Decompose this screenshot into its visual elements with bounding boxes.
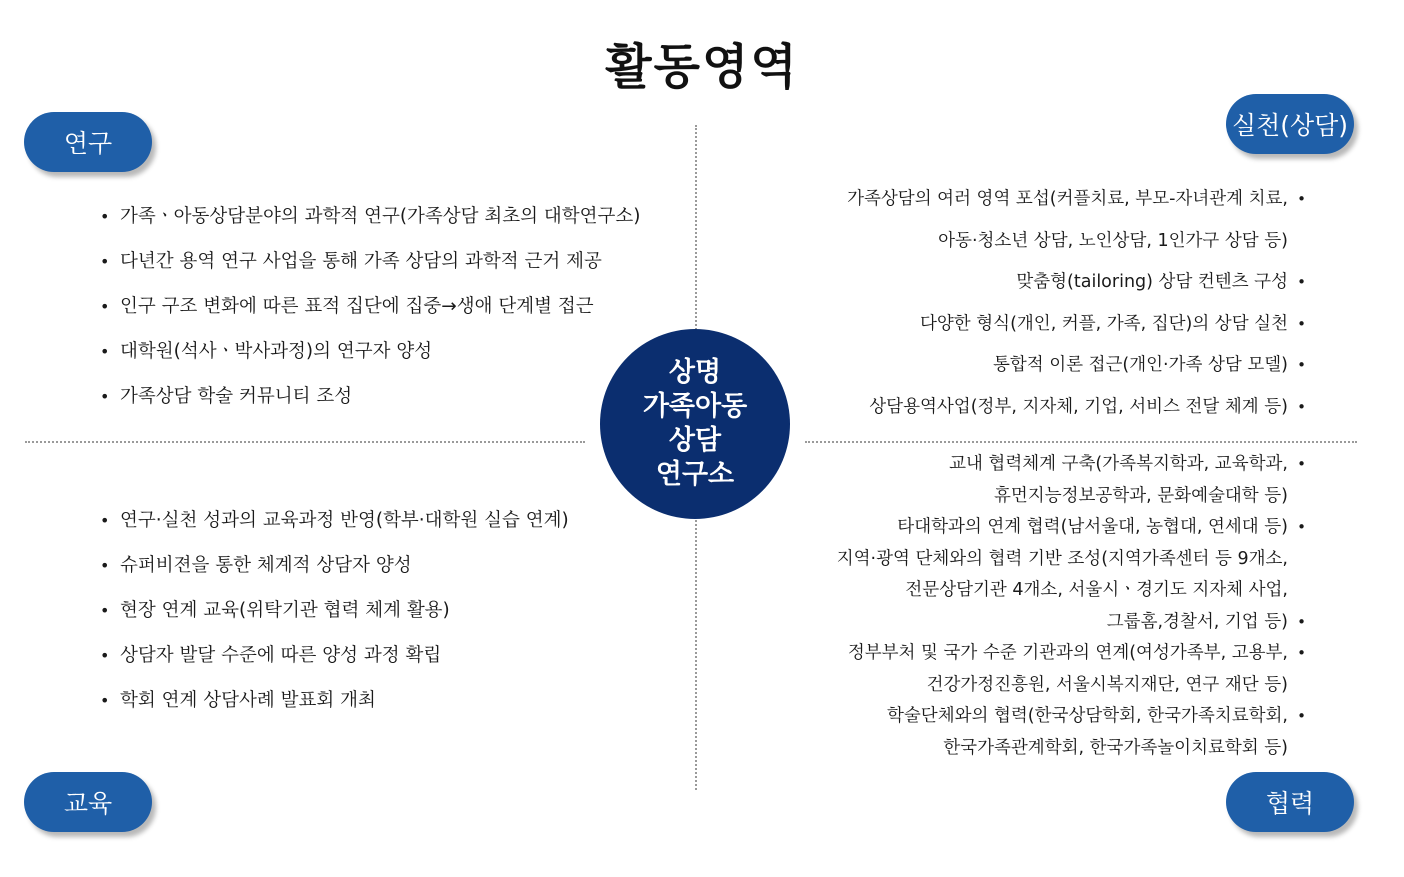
- horizontal-divider-left: [25, 441, 585, 443]
- practice-item-line: 다양한 형식(개인, 커플, 가족, 집단)의 상담 실천: [919, 313, 1288, 334]
- practice-list: [847, 188, 1306, 437]
- education-item: • 학회 연계 상담사례 발표회 개최: [100, 690, 569, 735]
- practice-item: [847, 313, 1306, 355]
- education-label: 교육: [24, 772, 152, 832]
- research-item: • 가족ㆍ아동상담분야의 과학적 연구(가족상담 최초의 대학연구소): [100, 206, 640, 251]
- cooperation-item-line: 한국가족관계학회, 한국가족놀이치료학회 등): [943, 737, 1288, 758]
- practice-item: [847, 396, 1306, 438]
- cooperation-item: [837, 516, 1306, 548]
- cooperation-item-line: 학술단체와의 협력(한국상담학회, 한국가족치료학회,: [887, 706, 1288, 726]
- education-list: [100, 510, 569, 735]
- practice-item-line: 통합적 이론 접근(개인·가족 상담 모델): [992, 355, 1288, 375]
- research-label: 연구: [24, 112, 152, 172]
- bullet-icon: •: [1297, 356, 1306, 374]
- cooperation-item-line: 휴먼지능정보공학과, 문화예술대학 등): [994, 485, 1288, 506]
- bullet-icon: •: [1297, 190, 1306, 208]
- practice-item: [847, 354, 1306, 396]
- center-line-1: 상명: [668, 357, 722, 388]
- bullet-icon: •: [1297, 707, 1306, 725]
- practice-item-line: 아동·청소년 상담, 노인상담, 1인가구 상담 등): [938, 230, 1288, 251]
- education-item: • 상담자 발달 수준에 따른 양성 과정 확립: [100, 645, 569, 690]
- research-list: [100, 206, 640, 431]
- horizontal-divider-right: [805, 441, 1357, 443]
- practice-item-line: 가족상담의 여러 영역 포섭(커플치료, 부모-자녀관계 치료,: [847, 189, 1288, 209]
- cooperation-label: 협력: [1226, 772, 1354, 832]
- center-line-4: 연구소: [655, 459, 735, 490]
- bullet-icon: •: [1297, 644, 1306, 662]
- cooperation-item: [837, 642, 1306, 705]
- practice-item-line: 맞춤형(tailoring) 상담 컨텐츠 구성: [1016, 272, 1288, 292]
- cooperation-item: [837, 453, 1306, 516]
- cooperation-item-line: 교내 협력체계 구축(가족복지학과, 교육학과,: [949, 454, 1288, 474]
- cooperation-item-line: 그룹홈,경찰서, 기업 등): [1106, 611, 1288, 632]
- research-item: • 가족상담 학술 커뮤니티 조성: [100, 386, 640, 431]
- research-item: • 대학원(석사ㆍ박사과정)의 연구자 양성: [100, 341, 640, 386]
- bullet-icon: •: [1297, 612, 1306, 631]
- page-title: 활동영역: [605, 39, 799, 95]
- center-line-2: 가족아동: [642, 391, 748, 422]
- cooperation-list: [837, 453, 1306, 768]
- education-item: • 현장 연계 교육(위탁기관 협력 체계 활용): [100, 600, 569, 645]
- center-line-3: 상담: [668, 425, 722, 456]
- education-item: • 연구·실천 성과의 교육과정 반영(학부·대학원 실습 연계): [100, 510, 569, 555]
- cooperation-item-line: 타대학과의 연계 협력(남서울대, 농협대, 연세대 등): [897, 517, 1288, 537]
- bullet-icon: •: [1297, 518, 1306, 536]
- cooperation-item: [837, 705, 1306, 768]
- bullet-icon: •: [1297, 314, 1306, 333]
- research-item: • 인구 구조 변화에 따른 표적 집단에 집중→생애 단계별 접근: [100, 296, 640, 341]
- practice-item: [847, 188, 1306, 271]
- cooperation-item-line: 정부부처 및 국가 수준 기관과의 연계(여성가족부, 고용부,: [847, 643, 1288, 663]
- bullet-icon: •: [1297, 455, 1306, 473]
- cooperation-item-line: 건강가정진흥원, 서울시복지재단, 연구 재단 등): [926, 674, 1288, 695]
- practice-item: [847, 271, 1306, 313]
- cooperation-item-line: 지역·광역 단체와의 협력 기반 조성(지역가족센터 등 9개소,: [836, 548, 1288, 569]
- bullet-icon: •: [1297, 397, 1306, 416]
- cooperation-item: [837, 548, 1306, 643]
- research-item: • 다년간 용역 연구 사업을 통해 가족 상담의 과학적 근거 제공: [100, 251, 640, 296]
- bullet-icon: •: [1297, 273, 1306, 291]
- education-item: • 슈퍼비젼을 통한 체계적 상담자 양성: [100, 555, 569, 600]
- cooperation-item-line: 전문상담기관 4개소, 서울시ㆍ경기도 지자체 사업,: [905, 580, 1288, 600]
- practice-label: 실천(상담): [1226, 94, 1354, 154]
- practice-item-line: 상담용역사업(정부, 지자체, 기업, 서비스 전달 체계 등): [869, 396, 1288, 417]
